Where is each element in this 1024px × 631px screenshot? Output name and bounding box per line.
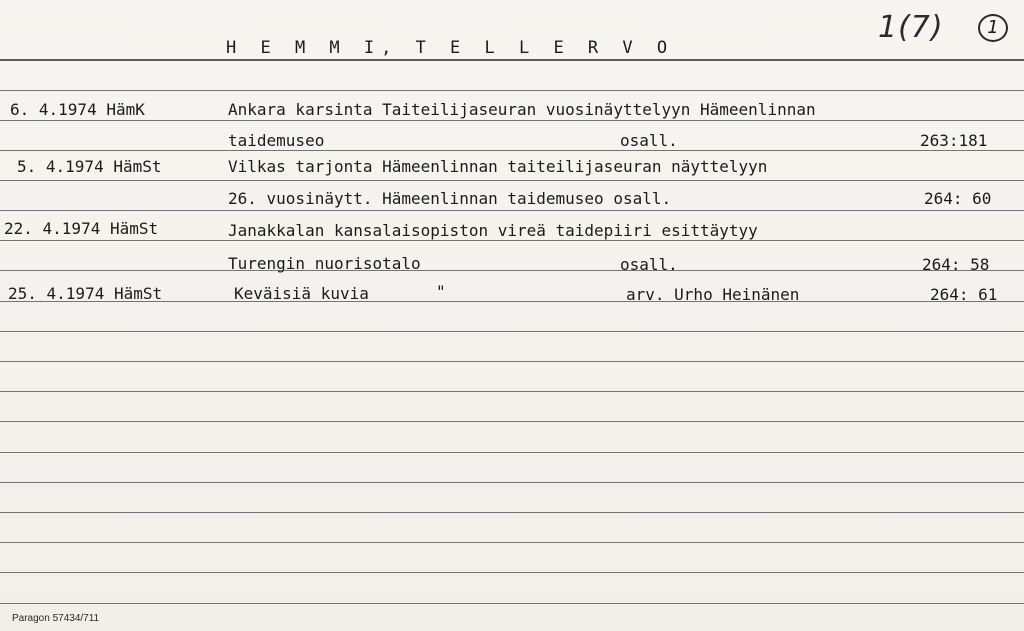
ruled-line: [0, 150, 1024, 151]
circled-number-text: 1: [987, 17, 999, 38]
entry-date: 6. 4.1974 HämK: [10, 100, 145, 119]
entry-reference: 264: 58: [922, 255, 990, 274]
ruled-line: [0, 603, 1024, 604]
entry-title: Keväisiä kuvia: [234, 284, 369, 303]
entry-reviewer: arv. Urho Heinänen: [626, 285, 800, 304]
ruled-line: [0, 421, 1024, 422]
entry-venue: 26. vuosinäytt. Hämeenlinnan taidemuseo osall.: [228, 189, 672, 208]
ruled-line: [0, 210, 1024, 211]
ruled-line: [0, 180, 1024, 181]
entry-venue: taidemuseo: [228, 131, 325, 150]
page-number-handwritten: 1(7): [878, 10, 944, 45]
ruled-line: [0, 452, 1024, 453]
ruled-line: [0, 361, 1024, 362]
ruled-line: [0, 572, 1024, 573]
entry-role: osall.: [620, 131, 678, 150]
entry-reference: 264: 60: [924, 189, 992, 208]
entry-reference: 264: 61: [930, 285, 998, 304]
ruled-line: [0, 90, 1024, 91]
form-number: Paragon 57434/711: [12, 613, 100, 624]
ditto-mark: ": [436, 282, 446, 301]
entry-venue: Turengin nuorisotalo: [228, 254, 421, 273]
ruled-line: [0, 270, 1024, 271]
ruled-line: [0, 391, 1024, 392]
entry-title: Janakkalan kansalaisopiston vireä taidepiiri esittäytyy: [228, 221, 758, 240]
entry-date: 22. 4.1974 HämSt: [4, 219, 159, 238]
ruled-line: [0, 542, 1024, 543]
header-rule: [0, 59, 1024, 61]
entry-role: osall.: [620, 255, 678, 274]
entry-title: Vilkas tarjonta Hämeenlinnan taiteilijaseuran näyttelyyn: [228, 157, 768, 176]
ruled-line: [0, 331, 1024, 332]
card-title: H E M M I, T E L L E R V O: [226, 38, 675, 58]
circled-number-mark: [978, 14, 1008, 42]
ruled-line: [0, 120, 1024, 121]
entry-date: 25. 4.1974 HämSt: [8, 284, 163, 303]
entry-date: 5. 4.1974 HämSt: [17, 157, 162, 176]
entry-reference: 263:181: [920, 131, 988, 150]
ruled-line: [0, 512, 1024, 513]
ruled-line: [0, 482, 1024, 483]
entry-title: Ankara karsinta Taiteilijaseuran vuosinäyttelyyn Hämeenlinnan: [228, 100, 816, 119]
